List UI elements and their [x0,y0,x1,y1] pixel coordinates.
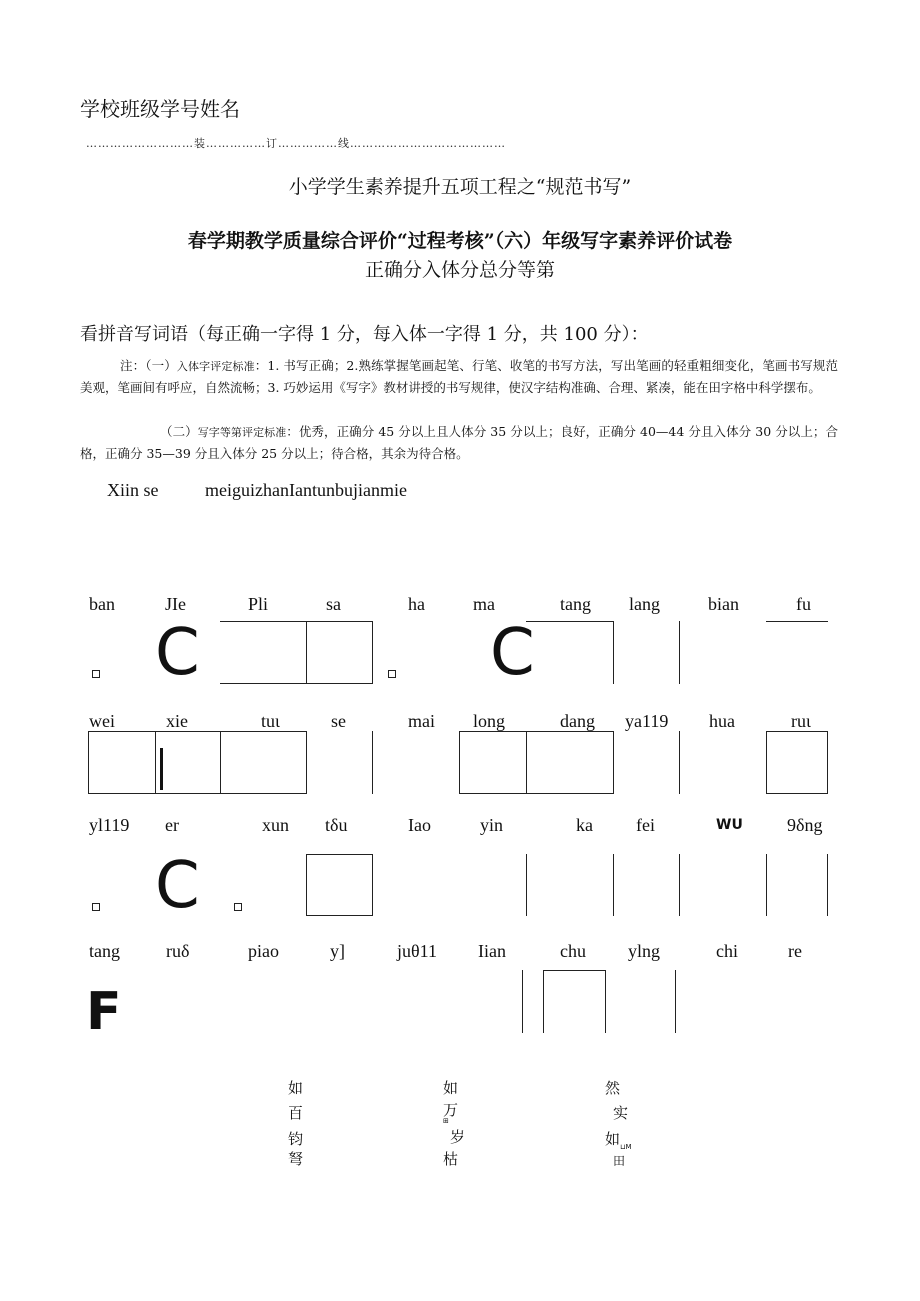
pinyin-word: ban [89,594,115,614]
pinyin-word: tuι [261,711,280,731]
pinyin-word: hua [709,711,735,731]
section-heading-label: 看拼音写词语 [80,324,188,345]
pinyin-word: xie [166,711,188,731]
grid-line [372,621,373,684]
answer-box-marker [92,670,100,678]
scan-mark: 田 [613,1154,626,1168]
grid-line [679,621,680,684]
scan-mark: ⊞ [443,1117,449,1125]
idiom-char: 百 [288,1104,304,1122]
note-standard-2 [80,421,838,464]
pinyin-word: piao [248,941,279,961]
pinyin-word: sa [326,594,341,614]
pinyin-word: ha [408,594,425,614]
pinyin-word: wei [89,711,115,731]
writing-box [459,731,527,794]
pinyin-word: bian [708,594,739,614]
grid-line [766,621,828,622]
idiom-char: 弩 [288,1150,304,1168]
pinyin-word: juθ11 [397,941,437,961]
pinyin-word: y] [330,941,345,961]
idiom-char: 如 [288,1079,304,1097]
grid-line [613,854,614,916]
writing-box [155,731,221,794]
pinyin-word: Iian [478,941,506,961]
pinyin-word: WU [716,817,743,833]
writing-box [88,731,156,794]
pinyin-word: chi [716,941,738,961]
pinyin-word: JIe [165,594,186,614]
section-heading [80,320,649,346]
pinyin-word: ruδ [166,941,190,961]
writing-box [306,854,373,916]
idiom-char: 然 [605,1079,621,1097]
scan-fragment-bar [160,748,163,790]
pinyin-word: tang [560,594,591,614]
pinyin-word: fei [636,815,655,835]
note-standard-1 [80,355,838,398]
idiom-char: 岁 [450,1128,466,1146]
grid-line [613,621,614,684]
scan-fragment-f: F [86,982,122,1042]
grid-line [766,854,767,916]
scan-fragment-c: C [155,622,200,684]
pinyin-word: ruι [791,711,811,731]
note1-text: ：1. 书写正确；2.熟练掌握笔画起笔、行笔、收笔的书写方法，写出笔画的轻重粗细变化，笔画书写规范美观，笔画间有呼应，自然流畅；3. 巧妙运用《写字》教材讲授的书写规律，使汉字结构准确、合理、紧凑，能在田字格中科学摆布。 [80,358,839,395]
score-header: 正确分入体分总分等第 [364,259,555,281]
idiom-char: 万 [443,1101,459,1119]
idiom-char: 钧 [288,1130,304,1148]
note2-label: 写字等第评定标准 [197,426,287,439]
pinyin-word: chu [560,941,586,961]
pinyin-word: se [331,711,346,731]
binding-line: ………………………装……………订……………线………………………………… [86,137,506,150]
writing-box [766,731,828,794]
idiom-char: 枯 [443,1150,459,1168]
idiom-char: 如 [605,1130,621,1148]
pinyin-word: ylng [628,941,661,961]
pinyin-word: ka [576,815,593,835]
note1-prefix: 注：（一） [120,358,177,373]
scan-fragment-c: C [155,855,200,917]
grid-line [522,970,523,1033]
grid-line [543,970,544,1033]
pinyin-word: tδu [325,815,348,835]
note2-text: ：优秀，正确分 45 分以上且人体分 35 分以上；良好，正确分 40—44 分且入体分 30 分以上；合格，正确分 35—39 分且入体分 25 分以上；待合格，其余为待合格。 [80,424,838,461]
pinyin-word: xun [262,815,289,835]
pinyin-word: lang [629,594,660,614]
project-title: 小学学生素养提升五项工程之“规范书写” [288,176,632,198]
grid-line [372,731,373,794]
writing-box [220,731,307,794]
scan-fragment-c: C [490,622,535,684]
pinyin-word: 9δng [787,815,823,835]
pinyin-word: er [165,815,179,835]
answer-box-marker [92,903,100,911]
answer-box-marker [234,903,242,911]
pinyin-word: ya119 [625,711,669,731]
grid-line [543,970,606,971]
idiom-char: 如 [443,1079,459,1097]
pinyin-word: re [788,941,802,961]
pinyin-word: fu [796,594,811,614]
writing-box [526,731,614,794]
scan-mark: ⊔M [620,1143,632,1151]
section-scoring: （每正确一字得 1 分，每入体一字得 1 分，共 100 分）： [188,324,649,345]
grid-line [526,621,614,622]
grid-line [605,970,606,1033]
exam-title: 春学期教学质量综合评价“过程考核”（六）年级写字素养评价试卷 [187,230,733,252]
grid-line [220,621,372,622]
pinyin-word: tang [89,941,120,961]
grid-line [306,621,307,684]
grid-line [220,683,372,684]
pinyin-word: long [473,711,506,731]
grid-line [679,731,680,794]
pinyin-word: yin [480,815,504,835]
note2-prefix: （二） [160,424,198,439]
pinyin-word: Iao [408,815,431,835]
note1-label: 入体字评定标准 [176,360,255,373]
idiom-char: 实 [613,1104,629,1122]
pinyin-word: Xiin se [107,480,159,500]
answer-box-marker [388,670,396,678]
pinyin-word: Pli [248,594,269,614]
student-info-fields: 学校班级学号姓名 [80,97,240,121]
grid-line [827,854,828,916]
pinyin-word: dang [560,711,595,731]
pinyin-word: ma [473,594,495,614]
pinyin-word: meiguizhanIantunbujianmie [205,480,407,500]
pinyin-word: yl119 [89,815,130,835]
grid-line [675,970,676,1033]
pinyin-word: mai [408,711,435,731]
grid-line [679,854,680,916]
grid-line [526,854,527,916]
